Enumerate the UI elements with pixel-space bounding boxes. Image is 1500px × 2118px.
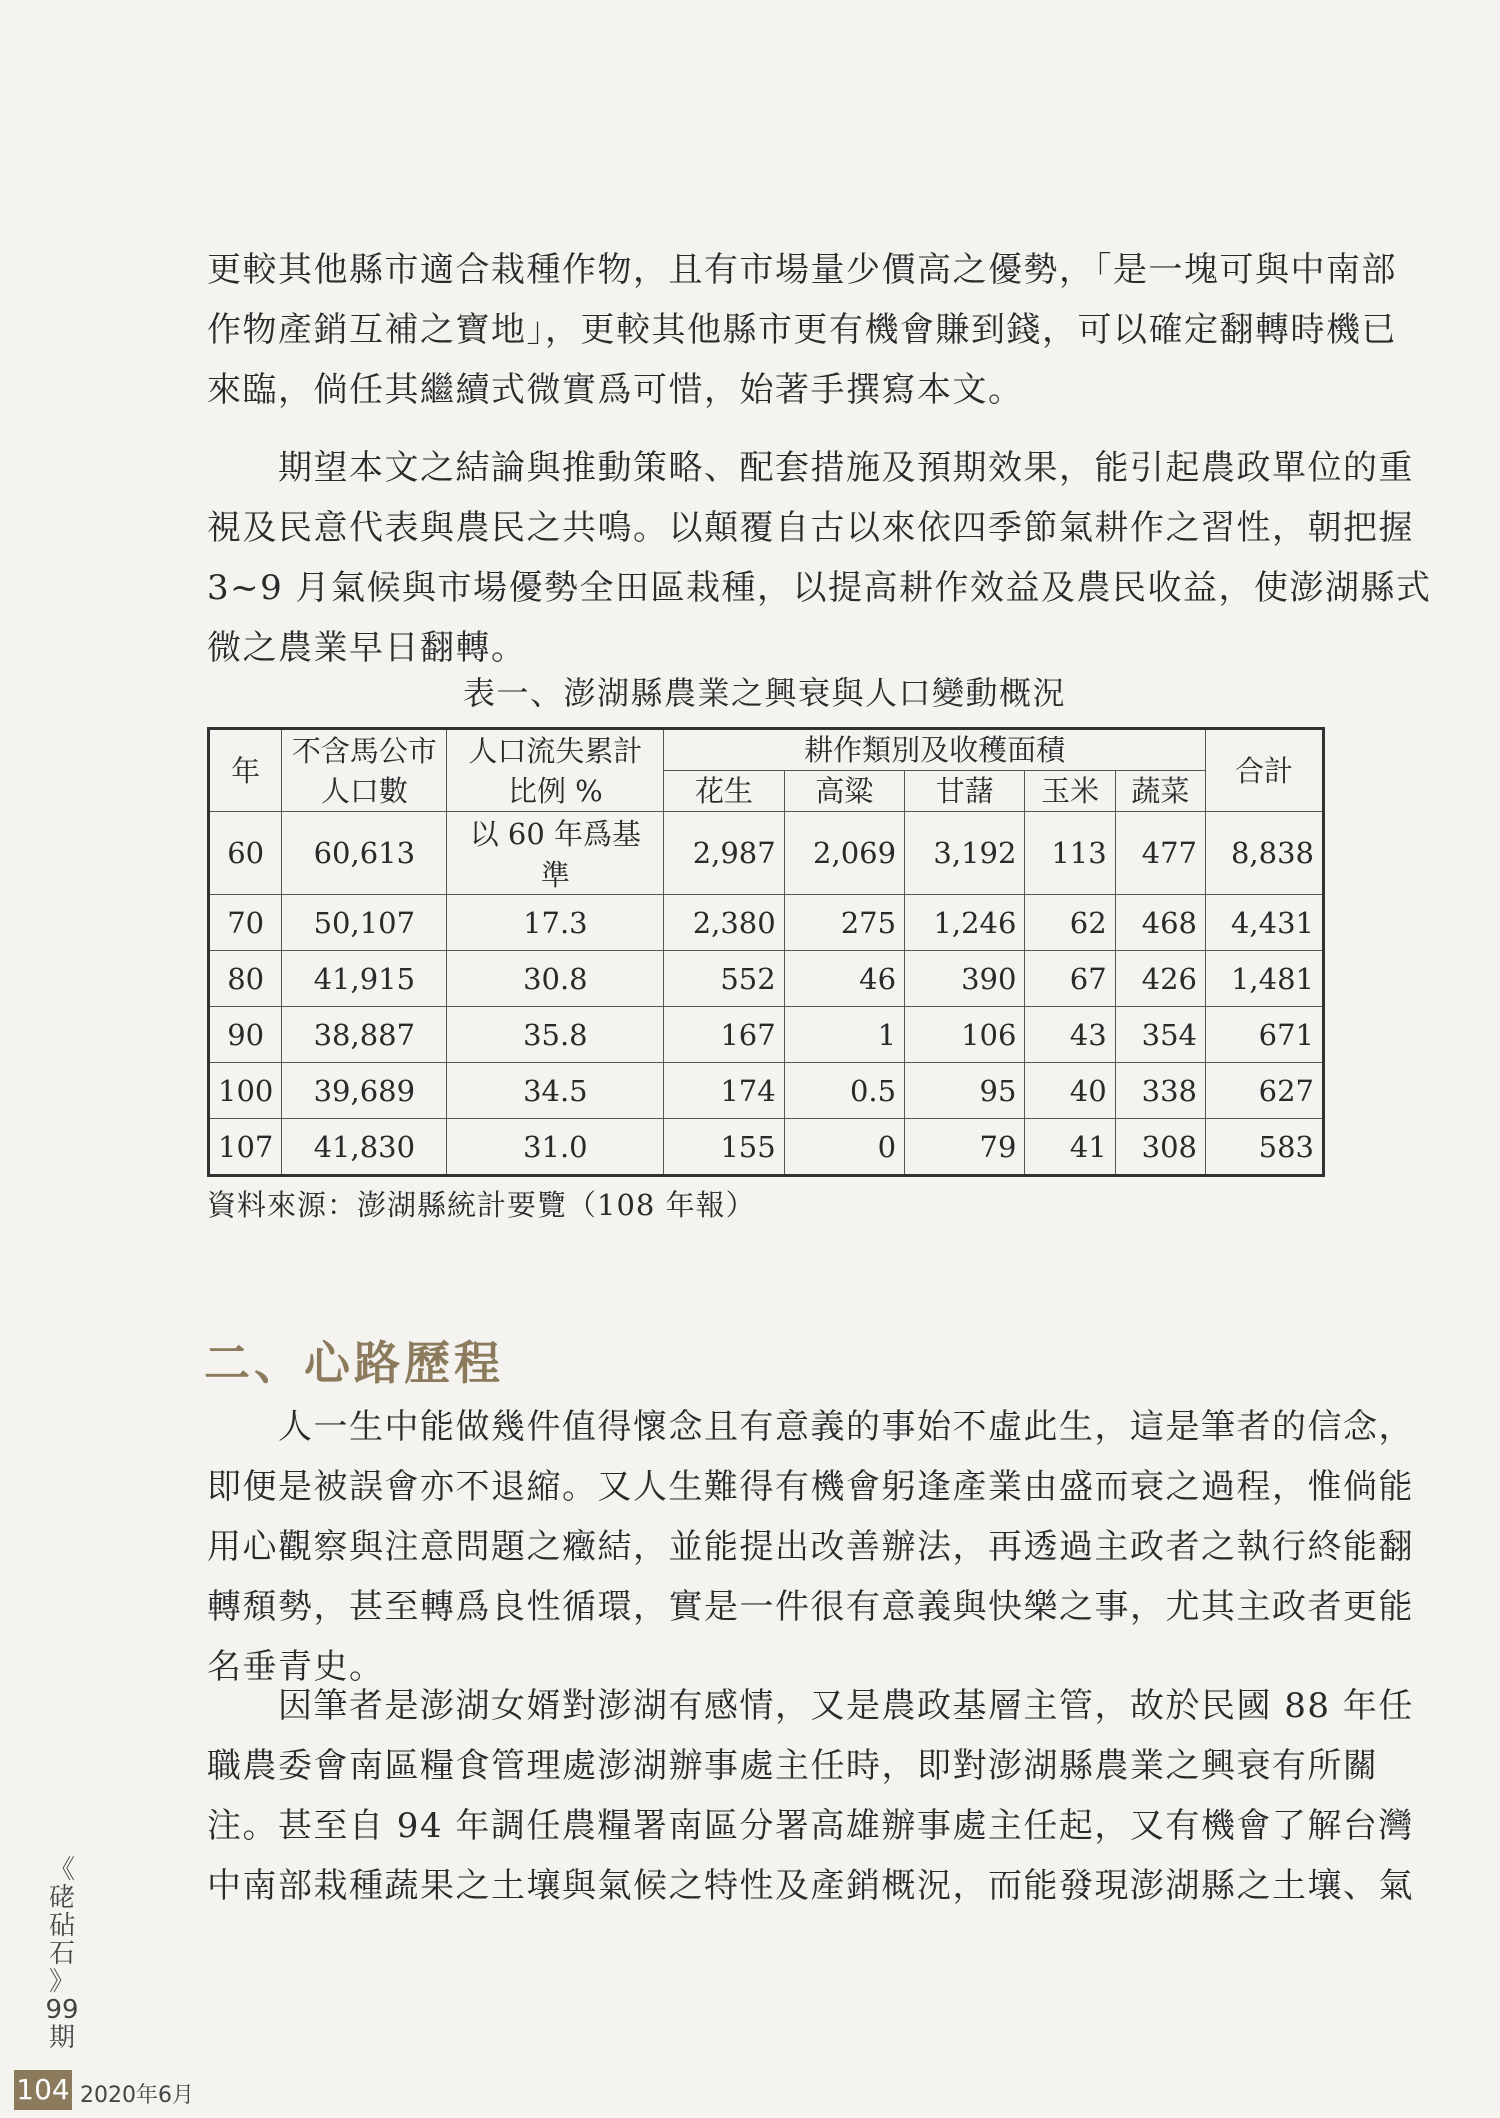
cell-crop: 390 (905, 951, 1025, 1007)
publication-char: 》 (48, 1967, 75, 1997)
header-year: 年 (209, 729, 282, 812)
cell-ratio: 以 60 年爲基準 (447, 812, 664, 895)
text-line: 職農委會南區糧食管理處澎湖辦事處主任時，即對澎湖縣農業之興衰有所關 (207, 1746, 1379, 1786)
cell-crop: 167 (664, 1007, 784, 1063)
cell-crop: 95 (905, 1063, 1025, 1119)
header-crop: 花生 (664, 771, 784, 812)
page-number: 104 (14, 2070, 72, 2110)
cell-year: 107 (209, 1119, 282, 1176)
cell-crop: 0 (784, 1119, 904, 1176)
text-line: 因筆者是澎湖女婿對澎湖有感情，又是農政基層主管，故於民國 88 年任 (207, 1686, 1414, 1726)
text-line: 人一生中能做幾件值得懷念且有意義的事始不虛此生，這是筆者的信念， (207, 1407, 1414, 1447)
cell-population: 60,613 (282, 812, 447, 895)
text-line: 作物產銷互補之寶地」，更較其他縣市更有機會賺到錢，可以確定翻轉時機已 (207, 310, 1397, 350)
cell-crop: 3,192 (905, 812, 1025, 895)
header-total: 合計 (1206, 729, 1324, 812)
cell-population: 41,915 (282, 951, 447, 1007)
text-line: 注。甚至自 94 年調任農糧署南區分署高雄辦事處主任起，又有機會了解台灣 (207, 1806, 1414, 1846)
table-row (209, 812, 1324, 895)
table-row (209, 1007, 1324, 1063)
publication-char: 硓 (48, 1883, 75, 1913)
cell-year: 100 (209, 1063, 282, 1119)
cell-year: 70 (209, 895, 282, 951)
cell-crop: 46 (784, 951, 904, 1007)
cell-crop: 275 (784, 895, 904, 951)
publication-char: 《 (48, 1855, 75, 1885)
cell-total: 4,431 (1206, 895, 1324, 951)
cell-population: 41,830 (282, 1119, 447, 1176)
cell-crop: 43 (1025, 1007, 1115, 1063)
cell-crop: 426 (1115, 951, 1205, 1007)
cell-total: 1,481 (1206, 951, 1324, 1007)
cell-ratio: 17.3 (447, 895, 664, 951)
text-line: 用心觀察與注意問題之癥結，並能提出改善辦法，再透過主政者之執行終能翻 (207, 1527, 1414, 1567)
header-loss-ratio-line: 比例 % (507, 773, 603, 808)
text-line: 期望本文之結論與推動策略、配套措施及預期效果，能引起農政單位的重 (207, 448, 1414, 488)
paragraph-1 (207, 240, 1397, 420)
cell-crop: 62 (1025, 895, 1115, 951)
header-loss-ratio-line: 人口流失累計 (468, 733, 643, 768)
text-line: 視及民意代表與農民之共鳴。以顛覆自古以來依四季節氣耕作之習性，朝把握 (207, 508, 1414, 548)
cell-crop: 552 (664, 951, 784, 1007)
cell-population: 50,107 (282, 895, 447, 951)
cell-crop: 2,069 (784, 812, 904, 895)
publication-char: 期 (48, 2023, 75, 2053)
header-crop: 甘藷 (905, 771, 1025, 812)
cell-crop: 477 (1115, 812, 1205, 895)
cell-crop: 79 (905, 1119, 1025, 1176)
cell-crop: 174 (664, 1063, 784, 1119)
table-row (209, 951, 1324, 1007)
table-row (209, 1119, 1324, 1176)
cell-crop: 2,380 (664, 895, 784, 951)
publication-char: 石 (48, 1939, 75, 1969)
header-population (282, 729, 447, 812)
cell-total: 583 (1206, 1119, 1324, 1176)
paragraph-3 (207, 1397, 1414, 1697)
cell-crop: 106 (905, 1007, 1025, 1063)
header-population-line: 不含馬公市 (291, 733, 437, 768)
cell-ratio: 31.0 (447, 1119, 664, 1176)
agriculture-population-table (207, 727, 1325, 1177)
cell-total: 627 (1206, 1063, 1324, 1119)
cell-crop: 1,246 (905, 895, 1025, 951)
header-crop: 高粱 (784, 771, 904, 812)
paragraph-4 (207, 1676, 1414, 1916)
table-row (209, 1063, 1324, 1119)
paragraph-2 (207, 438, 1432, 678)
cell-crop: 155 (664, 1119, 784, 1176)
cell-crop: 113 (1025, 812, 1115, 895)
text-line: 微之農業早日翻轉。 (207, 628, 527, 668)
cell-ratio: 30.8 (447, 951, 664, 1007)
text-line: 中南部栽種蔬果之土壤與氣候之特性及產銷概況，而能發現澎湖縣之土壤、氣 (207, 1866, 1414, 1906)
cell-crop: 2,987 (664, 812, 784, 895)
cell-ratio: 34.5 (447, 1063, 664, 1119)
cell-crop: 40 (1025, 1063, 1115, 1119)
table-title: 表一、澎湖縣農業之興衰與人口變動概況 (462, 674, 1066, 712)
cell-crop: 0.5 (784, 1063, 904, 1119)
cell-crop: 41 (1025, 1119, 1115, 1176)
text-line: 來臨，倘任其繼續式微實爲可惜，始著手撰寫本文。 (207, 370, 1024, 410)
text-line: 即便是被誤會亦不退縮。又人生難得有機會躬逢產業由盛而衰之過程，惟倘能 (207, 1467, 1414, 1507)
header-loss-ratio (447, 729, 664, 812)
cell-crop: 354 (1115, 1007, 1205, 1063)
text-line: 轉頹勢，甚至轉爲良性循環，實是一件很有意義與快樂之事，尤其主政者更能 (207, 1587, 1414, 1627)
text-line: 名垂青史。 (207, 1647, 385, 1687)
cell-year: 90 (209, 1007, 282, 1063)
cell-crop: 308 (1115, 1119, 1205, 1176)
cell-population: 39,689 (282, 1063, 447, 1119)
publication-char: 99 (45, 1995, 79, 2025)
header-population-line: 人口數 (320, 773, 408, 808)
header-crop: 玉米 (1025, 771, 1115, 812)
cell-crop: 67 (1025, 951, 1115, 1007)
cell-total: 8,838 (1206, 812, 1324, 895)
issue-date: 2020年6月 (80, 2083, 194, 2108)
table-source: 資料來源：澎湖縣統計要覽（108 年報） (207, 1188, 756, 1222)
publication-char: 砧 (48, 1911, 75, 1941)
table-row (209, 895, 1324, 951)
section-heading: 二、心路歷程 (204, 1336, 504, 1390)
cell-crop: 1 (784, 1007, 904, 1063)
cell-year: 60 (209, 812, 282, 895)
cell-crop: 338 (1115, 1063, 1205, 1119)
header-crops-group: 耕作類別及收穫面積 (664, 729, 1206, 771)
header-crop: 蔬菜 (1115, 771, 1205, 812)
cell-year: 80 (209, 951, 282, 1007)
cell-total: 671 (1206, 1007, 1324, 1063)
cell-population: 38,887 (282, 1007, 447, 1063)
cell-crop: 468 (1115, 895, 1205, 951)
table-body (209, 812, 1324, 1176)
text-line: 更較其他縣市適合栽種作物，且有市場量少價高之優勢，「是一塊可與中南部 (207, 250, 1397, 290)
cell-ratio: 35.8 (447, 1007, 664, 1063)
text-line: 3~9 月氣候與市場優勢全田區栽種，以提高耕作效益及農民收益，使澎湖縣式 (207, 568, 1432, 608)
publication-name (42, 1856, 82, 2052)
